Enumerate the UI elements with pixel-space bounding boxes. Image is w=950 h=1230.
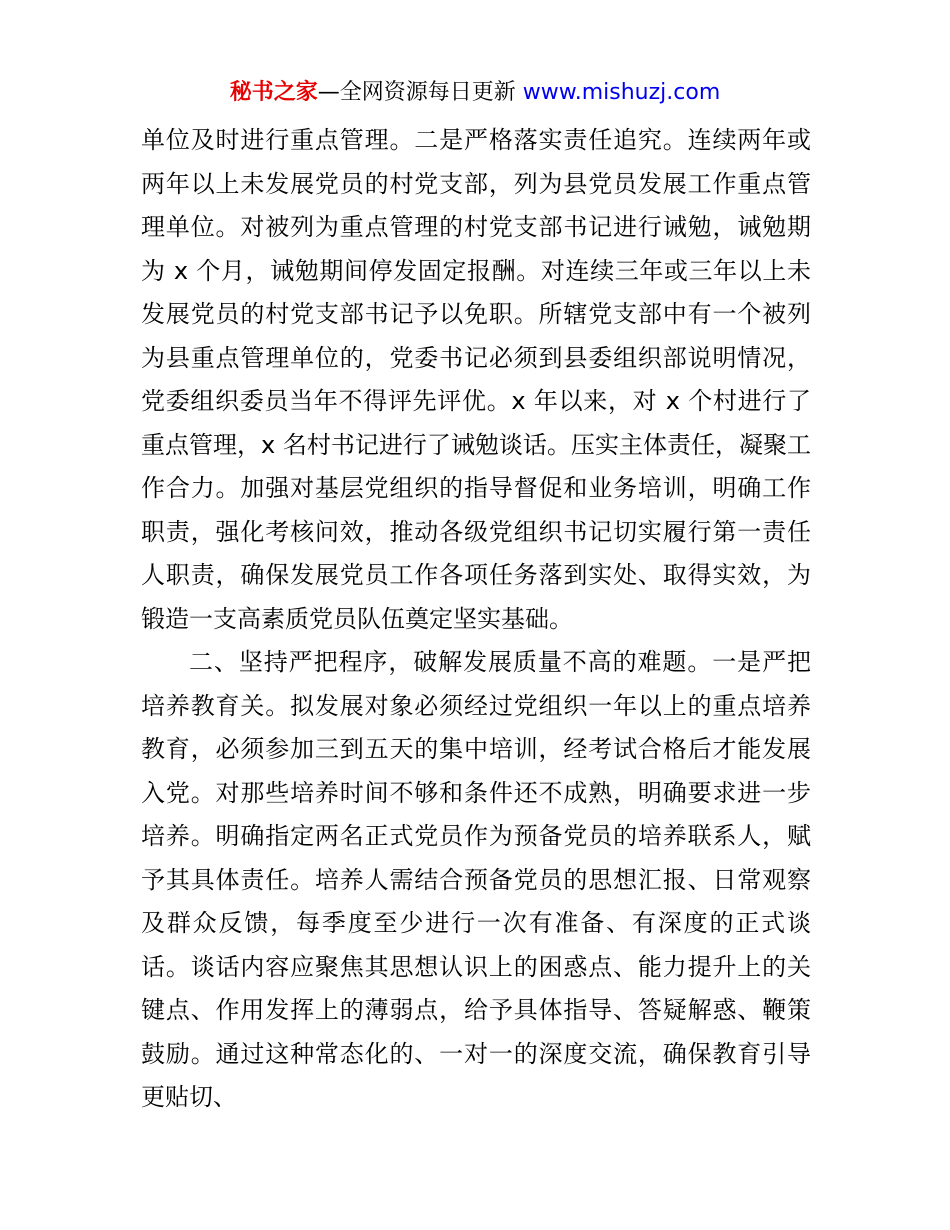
page-header (0, 76, 950, 110)
document-body (141, 119, 811, 1120)
paragraph-2: 二、坚持严把程序，破解发展质量不高的难题。一是严把培养教育关。拟发展对象必须经过党组织一年以上的重点培养教育，必须参加三到五天的集中培训，经考试合格后才能发展入党。对那些培养时间不够和条件还不成熟，明确要求进一步培养。明确指定两名正式党员作为预备党员的培养联系人，赋予其具体责任。培养人需结合预备党员的思想汇报、日常观察及群众反馈，每季度至少进行一次有准备、有深度的正式谈话。谈话内容应聚焦其思想认识上的困惑点、能力提升上的关键点、作用发挥上的薄弱点，给予具体指导、答疑解惑、鞭策鼓励。通过这种常态化的、一对一的深度交流，确保教育引导更贴切、 (141, 648, 811, 1111)
paragraph-1: 单位及时进行重点管理。二是严格落实责任追究。连续两年或两年以上未发展党员的村党支部，列为县党员发展工作重点管理单位。对被列为重点管理的村党支部书记进行诫勉，诫勉期为 x 个月，诫勉期间停发固定报酬。对连续三年或三年以上未发展党员的村党支部书记予以免职。所辖党支部中有一个被列为县重点管理单位的，党委书记必须到县委组织部说明情况，党委组织委员当年不得评先评优。x 年以来，对 x 个村进行了重点管理，x 名村书记进行了诫勉谈话。压实主体责任，凝聚工作合力。加强对基层党组织的指导督促和业务培训，明确工作职责，强化考核问效，推动各级党组织书记切实履行第一责任人职责，确保发展党员工作各项任务落到实处、取得实效，为锻造一支高素质党员队伍奠定坚实基础。 (141, 126, 811, 633)
site-link[interactable]: www.mishuzj.com (522, 80, 721, 105)
brand-name: 秘书之家 (229, 80, 318, 105)
header-tagline: —全网资源每日更新 (317, 80, 523, 105)
